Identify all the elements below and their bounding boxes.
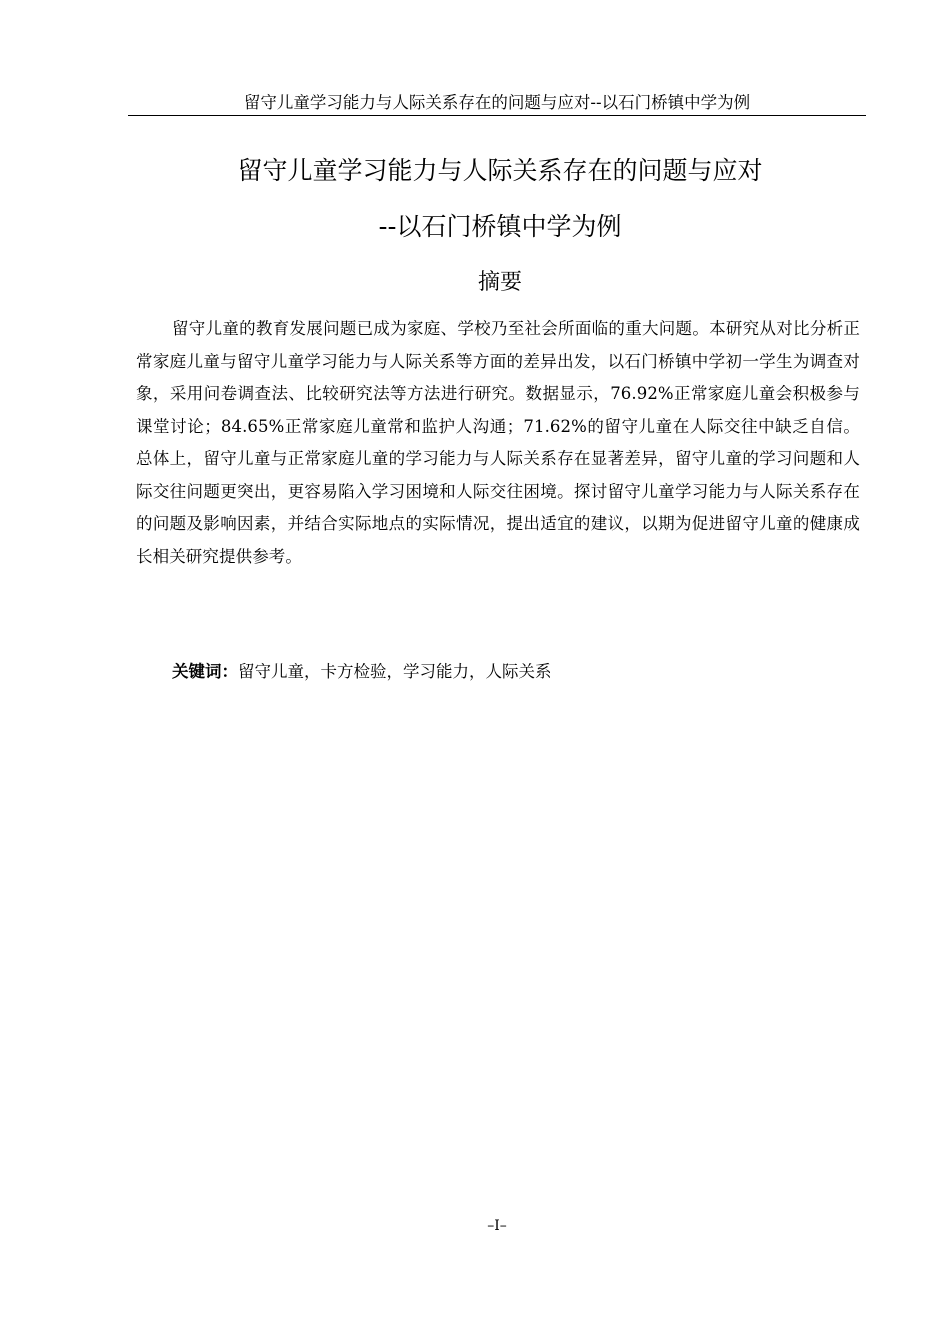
- paper-title-line-1: 留守儿童学习能力与人际关系存在的问题与应对: [237, 156, 763, 185]
- keywords-line: [172, 659, 860, 685]
- header-rule: [128, 115, 866, 116]
- keywords-label: 关键词：: [172, 662, 238, 681]
- abstract-heading: 摘要: [477, 270, 522, 295]
- running-header: 留守儿童学习能力与人际关系存在的问题与应对--以石门桥镇中学为例: [243, 93, 751, 112]
- abstract-body: 留守儿童的教育发展问题已成为家庭、学校乃至社会所面临的重大问题。本研究从对比分析正常家庭儿童与留守儿童学习能力与人际关系等方面的差异出发，以石门桥镇中学初一学生为调查对象，采用问卷调查法、比较研究法等方法进行研究。数据显示，76.92%正常家庭儿童会积极参与课堂讨论；84.65%正常家庭儿童常和监护人沟通；71.62%的留守儿童在人际交往中缺乏自信。总体上，留守儿童与正常家庭儿童的学习能力与人际关系存在显著差异，留守儿童的学习问题和人际交往问题更突出，更容易陷入学习困境和人际交往困境。探讨留守儿童学习能力与人际关系存在的问题及影响因素，并结合实际地点的实际情况，提出适宜的建议，以期为促进留守儿童的健康成长相关研究提供参考。: [136, 319, 860, 566]
- page-number: –I–: [487, 1218, 507, 1234]
- paper-title-line-2: --以石门桥镇中学为例: [378, 212, 622, 241]
- keywords-value: 留守儿童，卡方检验，学习能力，人际关系: [238, 662, 552, 681]
